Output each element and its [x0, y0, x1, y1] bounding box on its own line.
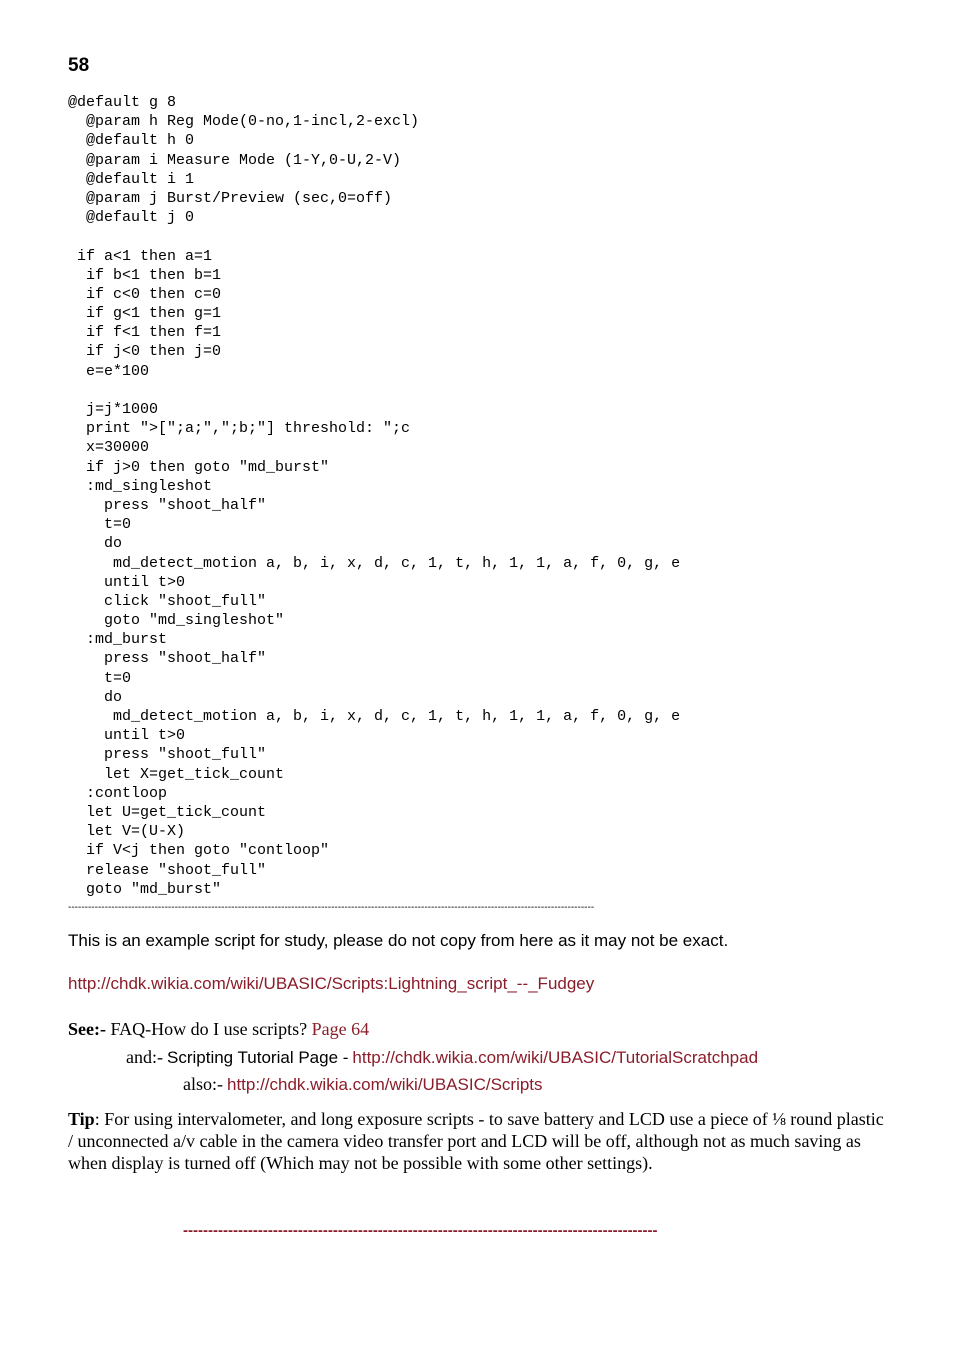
code-line: @param h Reg Mode(0-no,1-incl,2-excl)	[68, 113, 420, 131]
code-line: press "shoot_half"	[68, 496, 267, 514]
see-text: FAQ-How do I use scripts?	[110, 1019, 308, 1039]
code-line	[68, 227, 680, 246]
code-line: x=30000	[68, 439, 150, 457]
code-line: if c<0 then c=0	[68, 285, 222, 303]
source-link[interactable]: http://chdk.wikia.com/wiki/UBASIC/Scripts:Lightning_script_--_Fudgey	[68, 974, 595, 993]
and-label: and:-	[126, 1047, 163, 1067]
code-line: t=0	[68, 669, 132, 687]
code-line: t=0	[68, 516, 132, 534]
code-line: do	[68, 535, 123, 553]
code-line: click "shoot_full"	[68, 592, 267, 610]
dashed-separator: --------------------------------------------------------------------------------------------------------------------------------------------------------------	[68, 902, 595, 913]
also-line	[183, 1073, 543, 1095]
code-line: press "shoot_half"	[68, 650, 267, 668]
code-line: do	[68, 688, 123, 706]
tip-text: : For using intervalometer, and long exposure scripts - to save battery and LCD use a piece of ⅛ round plastic / unconnected a/v cable in the camera video transfer port and LCD will be off, although not as much saving as when display is turned off (Which may not be possible with some other settings).	[68, 1109, 884, 1173]
code-line: goto "md_burst"	[68, 880, 222, 898]
and-line	[126, 1046, 758, 1068]
code-line: @default i 1	[68, 170, 195, 188]
script-code-block	[68, 93, 680, 899]
scripts-link[interactable]: http://chdk.wikia.com/wiki/UBASIC/Scripts	[227, 1075, 543, 1094]
code-line: @default j 0	[68, 209, 195, 227]
code-line: if a<1 then a=1	[68, 247, 213, 265]
code-line: let V=(U-X)	[68, 823, 186, 841]
study-note: This is an example script for study, please do not copy from here as it may not be exact.	[68, 931, 729, 950]
code-line: if b<1 then b=1	[68, 266, 222, 284]
code-line: md_detect_motion a, b, i, x, d, c, 1, t, h, 1, 1, a, f, 0, g, e	[68, 554, 681, 572]
code-line: j=j*1000	[68, 401, 159, 418]
code-line: if j>0 then goto "md_burst"	[68, 458, 330, 476]
code-line: :md_burst	[68, 631, 168, 649]
code-line: if g<1 then g=1	[68, 305, 222, 323]
code-line: if V<j then goto "contloop"	[68, 842, 330, 860]
code-line: @param j Burst/Preview (sec,0=off)	[68, 189, 393, 207]
tutorial-link[interactable]: http://chdk.wikia.com/wiki/UBASIC/TutorialScratchpad	[352, 1048, 759, 1067]
code-line: @default h 0	[68, 132, 195, 150]
page-64-link[interactable]: Page 64	[311, 1019, 370, 1039]
tutorial-text: Scripting Tutorial Page -	[166, 1048, 349, 1067]
code-line	[68, 381, 680, 400]
see-also-line	[68, 1018, 369, 1040]
code-line: let X=get_tick_count	[68, 765, 285, 783]
see-label: See:-	[68, 1019, 106, 1039]
code-line: let U=get_tick_count	[68, 803, 267, 821]
bottom-separator: -----------------------------------------------------------------------------------------------	[183, 1222, 658, 1239]
tip-label: Tip	[68, 1109, 95, 1129]
code-line: until t>0	[68, 727, 186, 745]
code-line: @default g 8	[68, 94, 177, 111]
code-line: @param i Measure Mode (1-Y,0-U,2-V)	[68, 151, 402, 169]
code-line: e=e*100	[68, 362, 150, 380]
code-line: :md_singleshot	[68, 477, 213, 495]
tip-paragraph	[68, 1108, 886, 1174]
page-number: 58	[68, 55, 90, 76]
code-line: goto "md_singleshot"	[68, 612, 285, 630]
code-line: release "shoot_full"	[68, 861, 267, 879]
code-line: md_detect_motion a, b, i, x, d, c, 1, t, h, 1, 1, a, f, 0, g, e	[68, 708, 681, 725]
code-line: press "shoot_full"	[68, 746, 267, 764]
also-label: also:-	[183, 1074, 223, 1094]
code-line: if f<1 then f=1	[68, 324, 222, 342]
code-line: :contloop	[68, 784, 168, 802]
code-line: if j<0 then j=0	[68, 343, 222, 361]
code-line: until t>0	[68, 573, 186, 591]
code-line: print ">[";a;",";b;"] threshold: ";c	[68, 420, 411, 438]
